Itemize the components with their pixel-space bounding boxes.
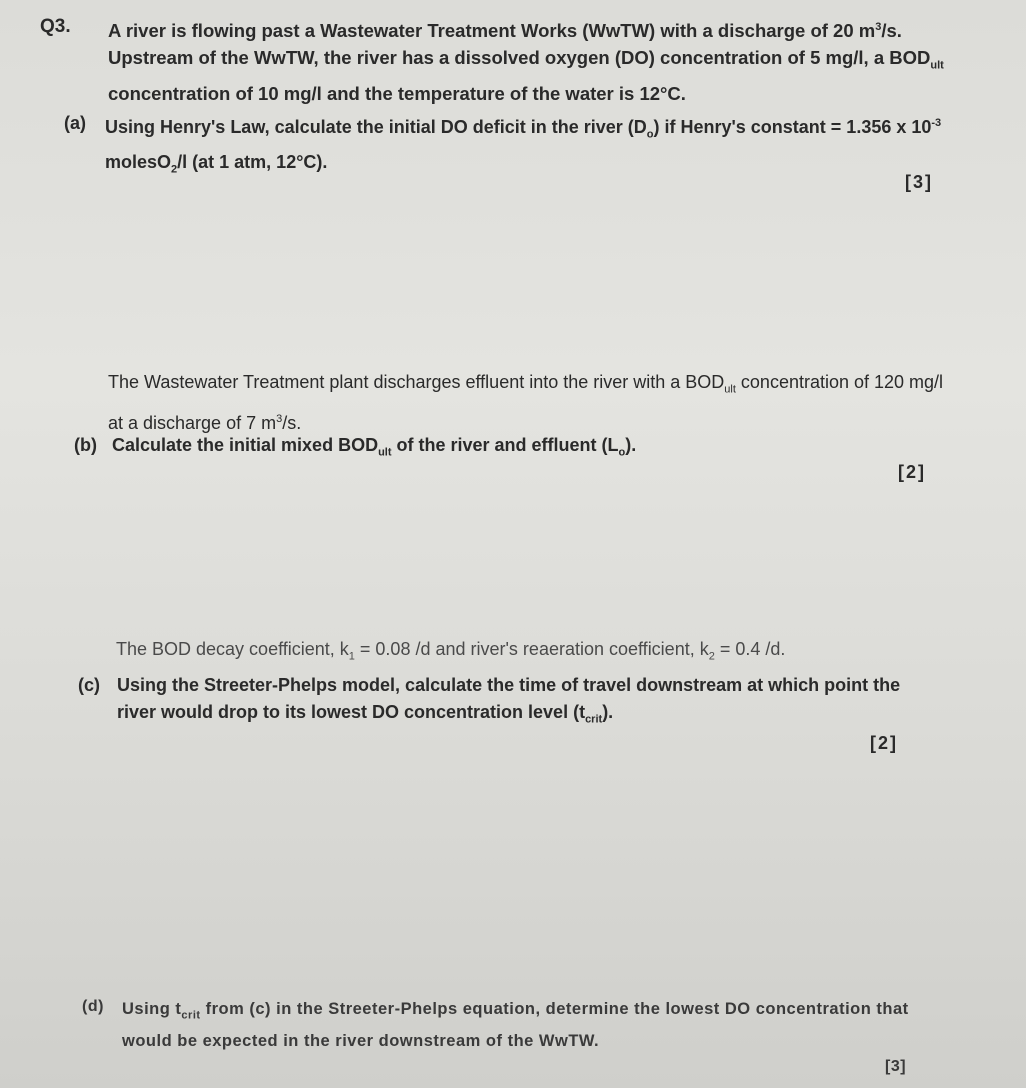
part-d-label: (d) [82, 998, 104, 1015]
part-b-marks: [2] [898, 462, 926, 482]
part-a-question: Using Henry's Law, calculate the initial DO deficit in the river $(D_o)$ if Henry's constant = 1.356 x $10^{-3}$ molesO$_2$/l (at 1 atm, 12°C). [105, 117, 942, 176]
question-number: Q3. [40, 16, 71, 37]
part-c-context: The BOD decay coefficient, $k_1 = 0.08$ /d and river's reaeration coefficient, $k_2 = 0.4$ /d. [116, 639, 786, 663]
question-intro: A river is flowing past a Wastewater Treatment Works (WwTW) with a discharge of 20 $m^3/s$. Upstream of the WwTW, the river has a dissolved oxygen (DO) concentration of 5 mg/l, a $BOD_{ult}$ concentration of 10 mg/l and the temperature of the water is 12°C. [108, 20, 944, 104]
part-b-question: Calculate the initial mixed $BOD_{ult}$ of the river and effluent $(L_o)$. [112, 435, 637, 459]
part-b-label: (b) [74, 435, 97, 455]
part-c-marks: [2] [870, 733, 898, 753]
part-c-question: Using the Streeter-Phelps model, calculate the time of travel downstream at which point the river would drop to its lowest DO concentration level $(t_{crit})$. [117, 675, 901, 726]
part-d-marks: [3] [885, 1058, 907, 1075]
part-c-label: (c) [78, 675, 100, 695]
part-a-marks: [3] [905, 172, 933, 192]
part-d-question: Using $t_{crit}$ from (c) in the Streeter-Phelps equation, determine the lowest DO concentration that would be expected in the river downstream of the WwTW. [122, 1000, 909, 1051]
part-a-label: (a) [64, 113, 86, 133]
part-b-context: The Wastewater Treatment plant discharges effluent into the river with a $BOD_{ult}$ concentration of 120 mg/l at a discharge of 7 $m^3/s$. [108, 372, 944, 433]
